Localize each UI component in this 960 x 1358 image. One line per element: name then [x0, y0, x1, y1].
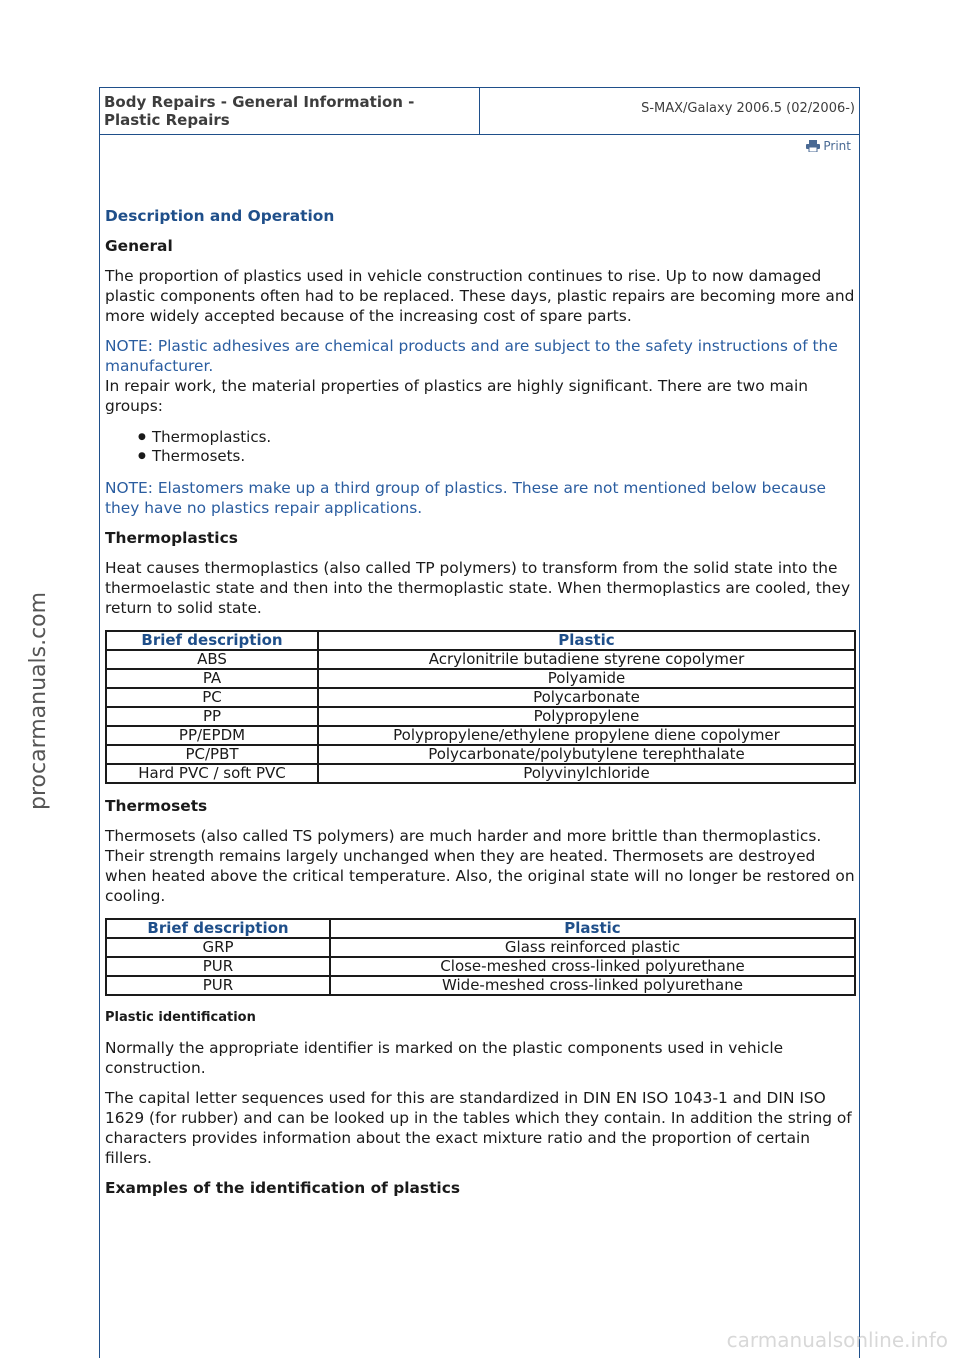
- general-heading: General: [105, 237, 173, 255]
- table-row: [106, 745, 855, 764]
- document-title: [100, 88, 480, 134]
- table-row: [106, 669, 855, 688]
- thermosets-table: [105, 918, 856, 996]
- print-label: Print: [823, 139, 851, 153]
- main-content: [105, 206, 857, 1208]
- examples-heading: Examples of the identification of plastics: [105, 1179, 460, 1197]
- identification-text-1: Normally the appropriate identifier is marked on the plastic components used in vehicle construction.: [105, 1039, 784, 1077]
- table-cell: GRP: [106, 938, 330, 957]
- title-line-1: Body Repairs - General Information -: [104, 93, 415, 111]
- table-row: [106, 764, 855, 783]
- table-row: [106, 726, 855, 745]
- table-cell: Close-meshed cross-linked polyurethane: [330, 957, 855, 976]
- thermoplastics-table: [105, 630, 856, 784]
- identification-heading: Plastic identification: [105, 1010, 256, 1025]
- side-watermark: [4, 520, 51, 820]
- table-cell: PP: [106, 707, 318, 726]
- table-cell: Wide-meshed cross-linked polyurethane: [330, 976, 855, 995]
- table-cell: PC/PBT: [106, 745, 318, 764]
- list-item: ● Thermosets.: [152, 447, 857, 466]
- page-frame: [99, 87, 860, 1358]
- table-cell: PA: [106, 669, 318, 688]
- table-header-row: [106, 631, 855, 650]
- table-cell: PP/EPDM: [106, 726, 318, 745]
- table-cell: ABS: [106, 650, 318, 669]
- side-watermark-text: procarmanuals.com: [26, 591, 51, 810]
- table-row: [106, 650, 855, 669]
- table-cell: Polyvinylchloride: [318, 764, 855, 783]
- table-header-row: [106, 919, 855, 938]
- footer-watermark: carmanualsonline.info: [726, 1328, 948, 1352]
- table-cell: Polycarbonate/polybutylene terephthalate: [318, 745, 855, 764]
- table-cell: Hard PVC / soft PVC: [106, 764, 318, 783]
- table-cell: Polypropylene/ethylene propylene diene copolymer: [318, 726, 855, 745]
- thermoplastics-text: Heat causes thermoplastics (also called TP polymers) to transform from the solid state into the thermoelastic state and then into the thermoplastic state. When thermoplastics are cooled, they return to solid state.: [105, 559, 851, 617]
- table-cell: Polycarbonate: [318, 688, 855, 707]
- column-header: Brief description: [106, 631, 318, 650]
- table-cell: PC: [106, 688, 318, 707]
- thermosets-text: Thermosets (also called TS polymers) are much harder and more brittle than thermoplastics. Their strength remains largely unchanged when they are heated. Thermosets are destroyed when heated above the critical temperature. Also, the original state will no longer be restored on cooling.: [105, 827, 855, 905]
- printer-icon: [806, 140, 820, 152]
- document-header: [100, 88, 859, 135]
- column-header: Plastic: [318, 631, 855, 650]
- model-label: S-MAX/Galaxy 2006.5 (02/2006-): [641, 101, 855, 116]
- table-cell: PUR: [106, 957, 330, 976]
- thermoplastics-heading: Thermoplastics: [105, 529, 238, 547]
- column-header: Brief description: [106, 919, 330, 938]
- print-button[interactable]: [806, 139, 851, 153]
- table-row: [106, 957, 855, 976]
- groups-list: [105, 428, 857, 466]
- table-row: [106, 688, 855, 707]
- table-cell: Polyamide: [318, 669, 855, 688]
- thermosets-heading: Thermosets: [105, 797, 208, 815]
- note-adhesives: NOTE: Plastic adhesives are chemical products and are subject to the safety instructions of the manufacturer.: [105, 337, 838, 375]
- identification-text-2: The capital letter sequences used for this are standardized in DIN EN ISO 1043-1 and DIN ISO 1629 (for rubber) and can be looked up in the tables which they contain. In addition the string of characters provides information about the exact mixture ratio and the proportion of certain fillers.: [105, 1089, 852, 1167]
- list-item: ● Thermoplastics.: [152, 428, 857, 447]
- table-cell: Polypropylene: [318, 707, 855, 726]
- general-text: The proportion of plastics used in vehicle construction continues to rise. Up to now damaged plastic components often had to be replaced. These days, plastic repairs are becoming more and more widely accepted because of the increasing cost of spare parts.: [105, 267, 855, 325]
- repair-text: In repair work, the material properties of plastics are highly significant. There are two main groups:: [105, 377, 808, 415]
- table-cell: PUR: [106, 976, 330, 995]
- table-cell: Glass reinforced plastic: [330, 938, 855, 957]
- note-elastomers: NOTE: Elastomers make up a third group of plastics. These are not mentioned below because they have no plastics repair applications.: [105, 479, 826, 517]
- table-row: [106, 707, 855, 726]
- section-title: Description and Operation: [105, 207, 335, 225]
- table-cell: Acrylonitrile butadiene styrene copolymer: [318, 650, 855, 669]
- column-header: Plastic: [330, 919, 855, 938]
- title-line-2: Plastic Repairs: [104, 111, 230, 129]
- table-row: [106, 938, 855, 957]
- table-row: [106, 976, 855, 995]
